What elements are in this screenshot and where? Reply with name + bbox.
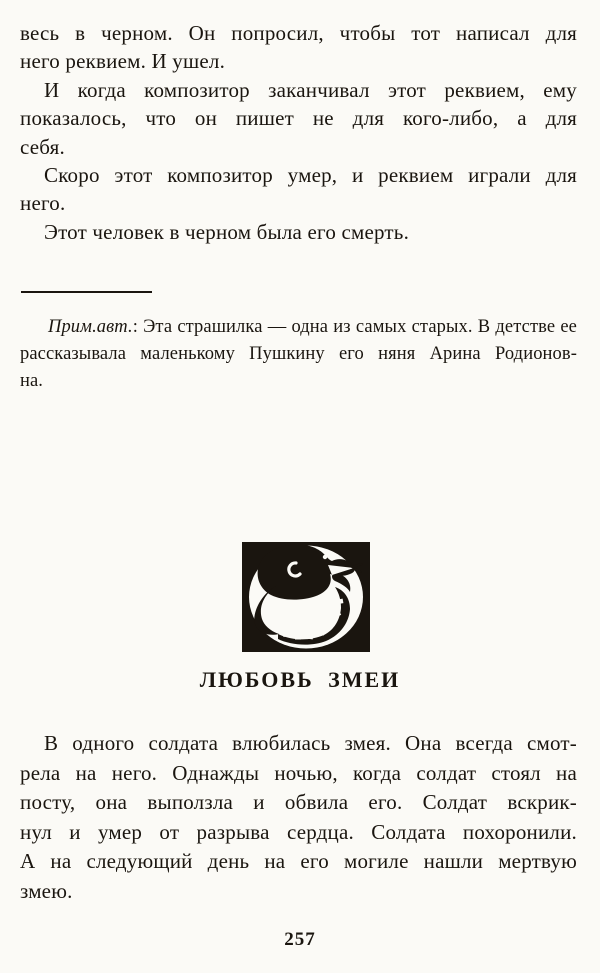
ending-story-text: [20, 19, 577, 246]
paragraph: [20, 218, 577, 246]
text-line: на.: [20, 371, 44, 391]
snake-vignette-illustration: [242, 542, 370, 652]
text-line: [20, 314, 577, 341]
paragraph: [20, 76, 577, 161]
text-line: показалось, что он пишет не для кого-либо, а для: [20, 106, 577, 131]
text-line: нул и умер от разрыва сердца. Солдата похоронили.: [20, 819, 577, 844]
text-line: В одного солдата влюбилась змея. Она всегда смот-: [44, 731, 577, 755]
section-title: ЛЮБОВЬ ЗМЕИ: [199, 667, 401, 692]
paragraph: [20, 19, 577, 76]
text-line: него.: [20, 191, 66, 216]
text-line: рела на него. Однажды ночью, когда солдат стоял на: [20, 760, 577, 785]
footnote-label: Прим.авт.: [48, 317, 133, 337]
text-line: И когда композитор заканчивал этот реквием, ему: [44, 77, 577, 102]
text-line: А на следующий день на его могиле нашли мертвую: [20, 849, 577, 873]
snake-head-eye: [323, 555, 327, 559]
footnote-text: [20, 314, 577, 395]
text-line: весь в черном. Он попросил, чтобы тот написал для: [20, 21, 577, 45]
text-line: себя.: [20, 134, 65, 159]
text-line: посту, она выползла и обвила его. Солдат вскрик-: [20, 790, 577, 814]
page-number: 257: [284, 929, 316, 950]
text-line: рассказывала маленькому Пушкину его няня Арина Родионов-: [20, 344, 577, 364]
text-line: Скоро этот композитор умер, и реквием играли для: [44, 163, 577, 188]
new-story-text: [20, 729, 577, 906]
text-line: Этот человек в черном была его смерть.: [44, 219, 410, 244]
footnote-rule: [21, 291, 152, 293]
footnote-line-rest: : Эта страшилка — одна из самых старых. В детстве ее: [132, 317, 577, 337]
text-line: него реквием. И ушел.: [20, 49, 226, 74]
paragraph: [20, 161, 577, 218]
text-line: змею.: [20, 878, 73, 903]
